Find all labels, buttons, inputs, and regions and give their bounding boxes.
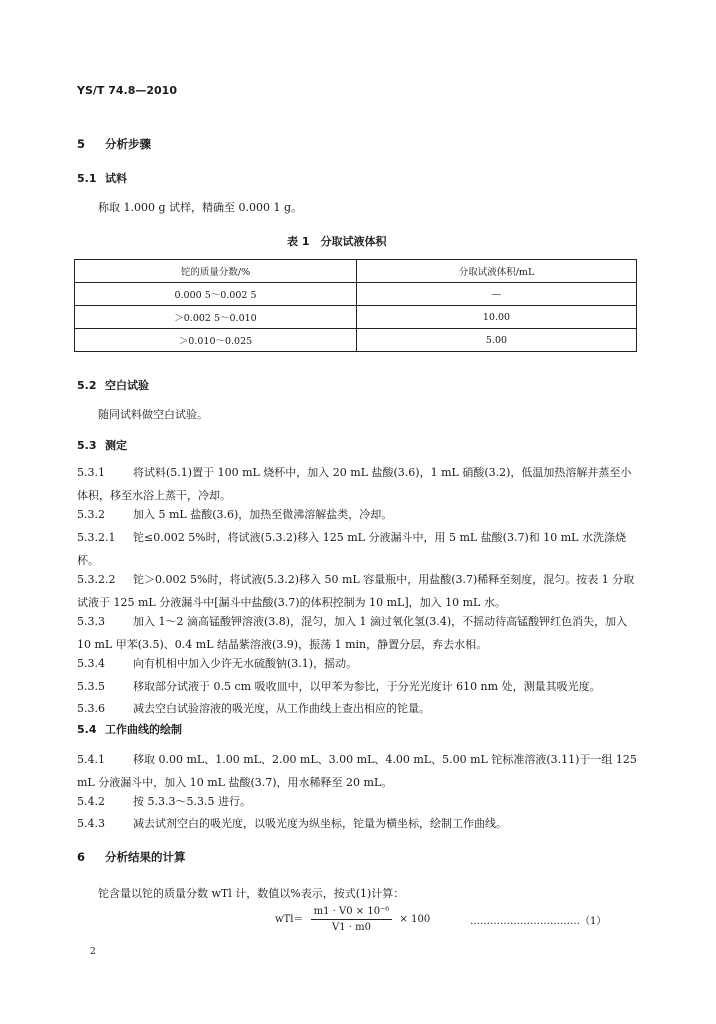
table-cell: ＞0.010～0.025 — [75, 329, 357, 352]
paragraph-5-3-3 — [77, 610, 640, 656]
paragraph-5-4-3 — [77, 812, 640, 835]
table-cell: 0.000 5～0.002 5 — [75, 283, 357, 306]
clause-text: 将试料(5.1)置于 100 mL 烧杯中，加入 20 mL 盐酸(3.6)，1 mL 硝酸(3.2)，低温加热溶解并蒸至小体积，移至水浴上蒸干，冷却。 — [77, 466, 632, 502]
table-caption: 表 1 分取试液体积 — [287, 235, 387, 248]
clause-text: 按 5.3.3～5.3.5 进行。 — [133, 795, 251, 808]
paragraph-5-3-4 — [77, 652, 640, 675]
paragraph-5-1: 称取 1.000 g 试样，精确至 0.000 1 g。 — [98, 201, 303, 214]
table-cell: — — [357, 283, 637, 306]
page-number: 2 — [90, 947, 96, 957]
clause-number: 5.3.1 — [77, 466, 105, 479]
table-row — [75, 306, 637, 329]
standard-code: YS/T 74.8—2010 — [77, 84, 177, 97]
formula-tail: × 100 — [399, 914, 431, 925]
volume-table — [74, 259, 637, 352]
clause-number: 5.3.6 — [77, 702, 105, 715]
formula-numerator: m1 · V0 × 10⁻⁶ — [311, 906, 393, 920]
table-cell: 10.00 — [357, 306, 637, 329]
paragraph-5-3-6 — [77, 697, 640, 720]
clause-text: 铊＞0.002 5%时，将试液(5.3.2)移入 50 mL 容量瓶中，用盐酸(3.7)稀释至刻度，混匀。按表 1 分取试液于 125 mL 分液漏斗中[漏斗中盐酸(3.7)的体积控制为 10 mL]，加入 10 mL 水。 — [77, 573, 635, 609]
section-5-3-heading — [77, 437, 127, 453]
paragraph-5-4-2 — [77, 790, 640, 813]
paragraph-5-3-2 — [77, 503, 640, 526]
section-5-heading — [77, 136, 151, 152]
section-number: 5.2 — [77, 379, 97, 392]
section-title: 空白试验 — [105, 379, 149, 392]
clause-text: 移取 0.00 mL、1.00 mL、2.00 mL、3.00 mL、4.00 mL、5.00 mL 铊标准溶液(3.11)于一组 125 mL 分液漏斗中，加入 10 mL 盐酸(3.7)，用水稀释至 20 mL。 — [77, 753, 637, 789]
clause-text: 减去试剂空白的吸光度，以吸光度为纵坐标，铊量为横坐标，绘制工作曲线。 — [133, 817, 507, 830]
clause-text: 加入 5 mL 盐酸(3.6)，加热至微沸溶解盐类，冷却。 — [133, 508, 393, 521]
section-number: 5.4 — [77, 723, 97, 736]
equation-label: ……………………………（1） — [470, 916, 607, 927]
formula-fraction — [311, 906, 393, 933]
section-title: 试料 — [105, 172, 127, 185]
clause-number: 5.4.2 — [77, 795, 105, 808]
formula-1 — [275, 906, 430, 933]
table-cell: ＞0.002 5～0.010 — [75, 306, 357, 329]
section-6-heading — [77, 849, 186, 865]
paragraph-5-2: 随同试料做空白试验。 — [98, 408, 208, 421]
table-cell: 5.00 — [357, 329, 637, 352]
section-number: 5.3 — [77, 439, 97, 452]
table-header-cell: 分取试液体积/mL — [357, 260, 637, 283]
section-title: 分析步骤 — [105, 137, 151, 151]
section-title: 测定 — [105, 439, 127, 452]
clause-number: 5.3.4 — [77, 657, 105, 670]
clause-number: 5.3.3 — [77, 615, 105, 628]
table-header-cell: 铊的质量分数/% — [75, 260, 357, 283]
paragraph-5-3-2-2 — [77, 568, 640, 614]
formula-denominator: V1 · m0 — [332, 922, 371, 933]
clause-number: 5.4.3 — [77, 817, 105, 830]
section-5-4-heading — [77, 721, 182, 737]
section-title: 工作曲线的绘制 — [105, 723, 182, 736]
table-row — [75, 329, 637, 352]
section-5-2-heading — [77, 377, 149, 393]
clause-number: 5.3.2.2 — [77, 573, 116, 586]
section-number: 6 — [77, 850, 86, 864]
section-number: 5.1 — [77, 172, 97, 185]
section-title: 分析结果的计算 — [105, 850, 186, 864]
paragraph-5-3-5 — [77, 675, 640, 698]
formula-lhs: wTl＝ — [275, 914, 304, 925]
paragraph-6-intro: 铊含量以铊的质量分数 wTl 计，数值以%表示，按式(1)计算： — [98, 887, 405, 900]
paragraph-5-4-1 — [77, 748, 640, 794]
table-header-row — [75, 260, 637, 283]
section-5-1-heading — [77, 170, 127, 186]
clause-text: 铊≤0.002 5%时，将试液(5.3.2)移入 125 mL 分液漏斗中，用 5 mL 盐酸(3.7)和 10 mL 水洗涤烧杯。 — [77, 531, 626, 567]
clause-text: 向有机相中加入少许无水硫酸钠(3.1)，摇动。 — [133, 657, 358, 670]
clause-number: 5.4.1 — [77, 753, 105, 766]
paragraph-5-3-1 — [77, 461, 640, 507]
clause-number: 5.3.2 — [77, 508, 105, 521]
table-row — [75, 283, 637, 306]
clause-text: 减去空白试验溶液的吸光度，从工作曲线上查出相应的铊量。 — [133, 702, 430, 715]
section-number: 5 — [77, 137, 86, 151]
clause-number: 5.3.5 — [77, 680, 105, 693]
clause-text: 加入 1～2 滴高锰酸钾溶液(3.8)，混匀，加入 1 滴过氧化氢(3.4)，不摇动待高锰酸钾红色消失，加入 10 mL 甲苯(3.5)、0.4 mL 结晶紫溶液(3.9)，振荡 1 min，静置分层，弃去水相。 — [77, 615, 628, 651]
clause-text: 移取部分试液于 0.5 cm 吸收皿中，以甲苯为参比，于分光光度计 610 nm 处，测量其吸光度。 — [133, 680, 601, 693]
paragraph-5-3-2-1 — [77, 526, 640, 572]
clause-number: 5.3.2.1 — [77, 531, 116, 544]
